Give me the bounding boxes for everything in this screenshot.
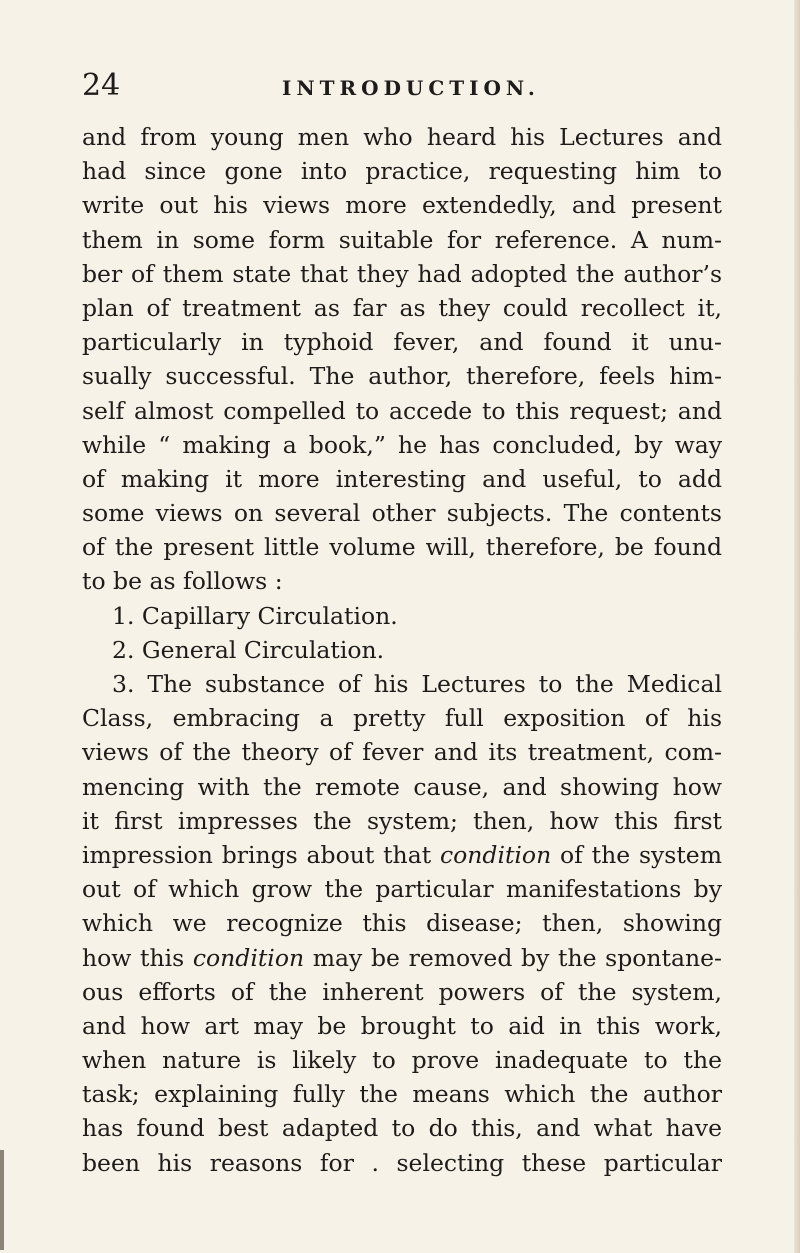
text-line: mencing with the remote cause, and showing how [82, 772, 722, 801]
body-text [82, 120, 722, 1180]
text-line: them in some form suitable for reference. A num- [82, 225, 722, 254]
text-line [82, 838, 722, 872]
text-line: sually successful. The author, therefore, feels him- [82, 362, 722, 391]
binding-mark [0, 1150, 4, 1250]
text-line: been his reasons for . selecting these particular [82, 1148, 722, 1177]
text-line: of making it more interesting and useful, to add [82, 464, 722, 493]
text-line: plan of treatment as far as they could recollect it, [82, 293, 722, 322]
text-line: when nature is likely to prove inadequate to the [82, 1046, 722, 1075]
text-line: ous efforts of the inherent powers of the system, [82, 977, 722, 1006]
list-item-3: 3. The substance of his Lectures to the Medical [112, 670, 722, 698]
text-line: had since gone into practice, requesting him to [82, 157, 722, 186]
text-line: some views on several other subjects. The contents [82, 499, 722, 528]
text-line: views of the theory of fever and its treatment, com- [82, 738, 722, 767]
text-line: ber of them state that they had adopted the author’s [82, 259, 722, 288]
text-line [82, 941, 722, 975]
page-edge-shadow [794, 0, 800, 1253]
text-segment: how this [82, 943, 185, 972]
text-line: while “ making a book,” he has concluded, by way [82, 430, 722, 459]
text-line: task; explaining fully the means which the author [82, 1080, 722, 1109]
page-header [82, 66, 722, 106]
text-line: has found best adapted to do this, and what have [82, 1114, 722, 1143]
text-line: to be as follows : [82, 567, 283, 596]
text-line: which we recognize this disease; then, showing [82, 909, 722, 938]
text-segment: of the system [560, 840, 722, 869]
text-segment: may be removed by the spontane- [312, 943, 722, 972]
text-line: and how art may be brought to aid in this work, [82, 1011, 722, 1040]
text-line: particularly in typhoid fever, and found it unu- [82, 328, 722, 357]
page-number: 24 [82, 68, 121, 103]
text-line: of the present little volume will, therefore, be found [82, 533, 722, 562]
italic-word: condition [439, 840, 552, 869]
text-segment: impression brings about that [82, 840, 432, 869]
list-item-2: 2. General Circulation. [112, 635, 385, 664]
text-line: self almost compelled to accede to this request; and [82, 396, 722, 425]
italic-word: condition [192, 943, 305, 972]
running-head: INTRODUCTION. [282, 76, 540, 100]
text-line: it first impresses the system; then, how this first [82, 806, 722, 835]
text-line: out of which grow the particular manifestations by [82, 875, 722, 904]
text-line: Class, embracing a pretty full exposition of his [82, 704, 722, 733]
text-line: write out his views more extendedly, and present [82, 191, 722, 220]
list-item-1: 1. Capillary Circulation. [112, 601, 398, 630]
text-line: and from young men who heard his Lectures and [82, 123, 722, 151]
